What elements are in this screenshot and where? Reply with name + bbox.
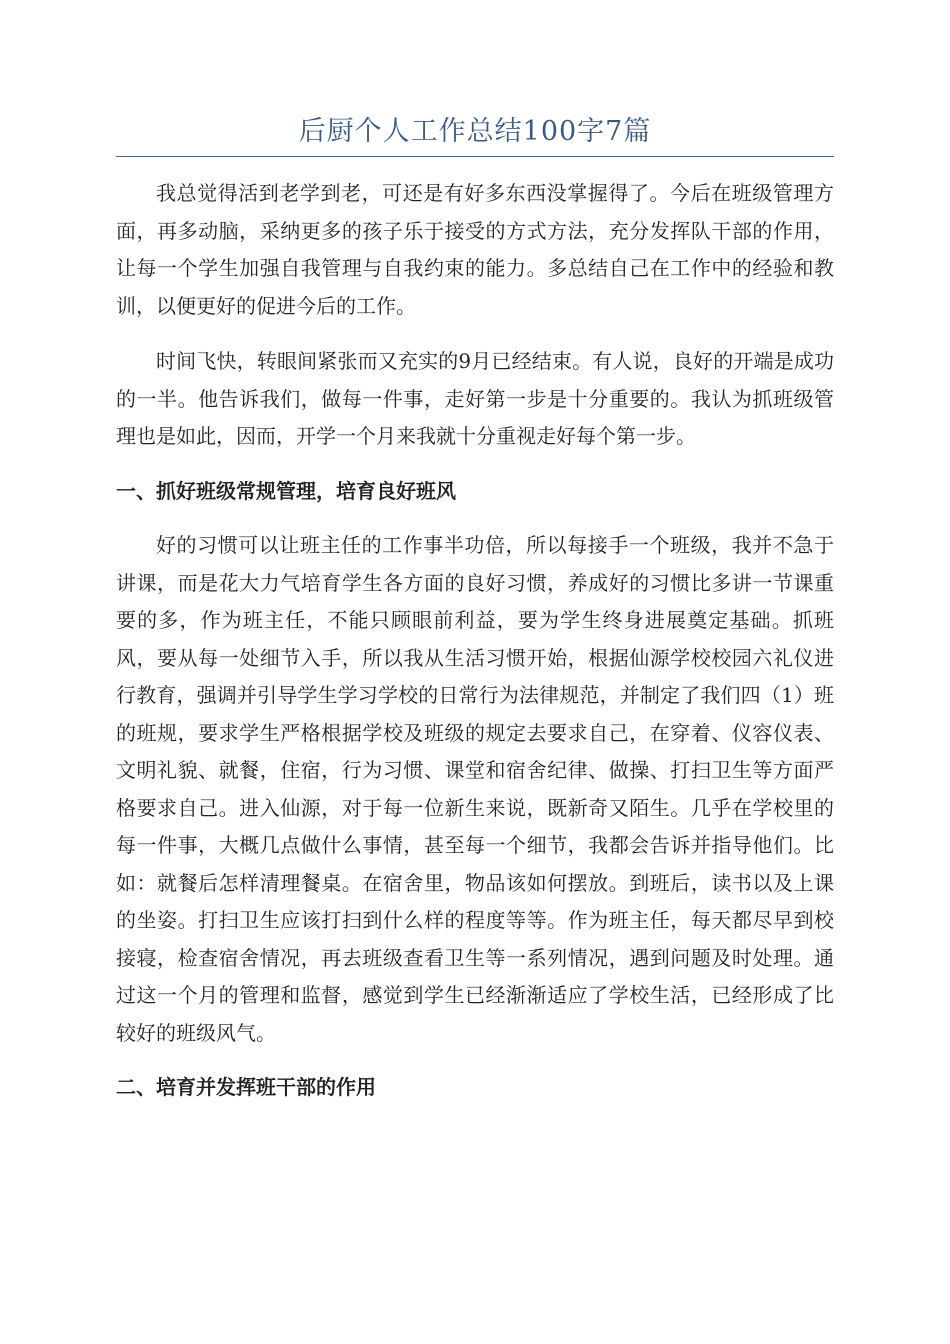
document-page — [116, 112, 834, 1107]
document-title: 后厨个人工作总结100字7篇 — [116, 112, 834, 157]
section-heading-2: 二、培育并发挥班干部的作用 — [116, 1075, 376, 1099]
section-body-1: 好的习惯可以让班主任的工作事半功倍，所以每接手一个班级，我并不急于讲课，而是花大力气培育学生各方面的良好习惯，养成好的习惯比多讲一节课重要的多，作为班主任，不能只顾眼前利益，要为学生终身进展奠定基础。抓班风，要从每一处细节入手，所以我从生活习惯开始，根据仙源学校校园六礼仪进行教育，强调并引导学生学习学校的日常行为法律规范，并制定了我们四（1）班的班规，要求学生严格根据学校及班级的规定去要求自己，在穿着、仪容仪表、文明礼貌、就餐，住宿，行为习惯、课堂和宿舍纪律、做操、打扫卫生等方面严格要求自己。进入仙源，对于每一位新生来说，既新奇又陌生。几乎在学校里的每一件事，大概几点做什么事情，甚至每一个细节，我都会告诉并指导他们。比如：就餐后怎样清理餐桌。在宿舍里，物品该如何摆放。到班后，读书以及上课的坐姿。打扫卫生应该打扫到什么样的程度等等。作为班主任，每天都尽早到校接寝，检查宿舍情况，再去班级查看卫生等一系列情况，遇到问题及时处理。通过这一个月的管理和监督，感觉到学生已经渐渐适应了学校生活，已经形成了比较好的班级风气。 — [116, 533, 834, 1045]
paragraph-intro-2: 时间飞快，转眼间紧张而又充实的9月已经结束。有人说，良好的开端是成功的一半。他告诉我们，做每一件事，走好第一步是十分重要的。我认为抓班级管理也是如此，因而，开学一个月来我就十分重视走好每个第一步。 — [116, 349, 834, 448]
paragraph-intro-1: 我总觉得活到老学到老，可还是有好多东西没掌握得了。今后在班级管理方面，再多动脑，采纳更多的孩子乐于接受的方式方法，充分发挥队干部的作用，让每一个学生加强自我管理与自我约束的能力。多总结自己在工作中的经验和教训，以便更好的促进今后的工作。 — [116, 181, 834, 318]
section-heading-1: 一、抓好班级常规管理，培育良好班风 — [116, 478, 456, 503]
